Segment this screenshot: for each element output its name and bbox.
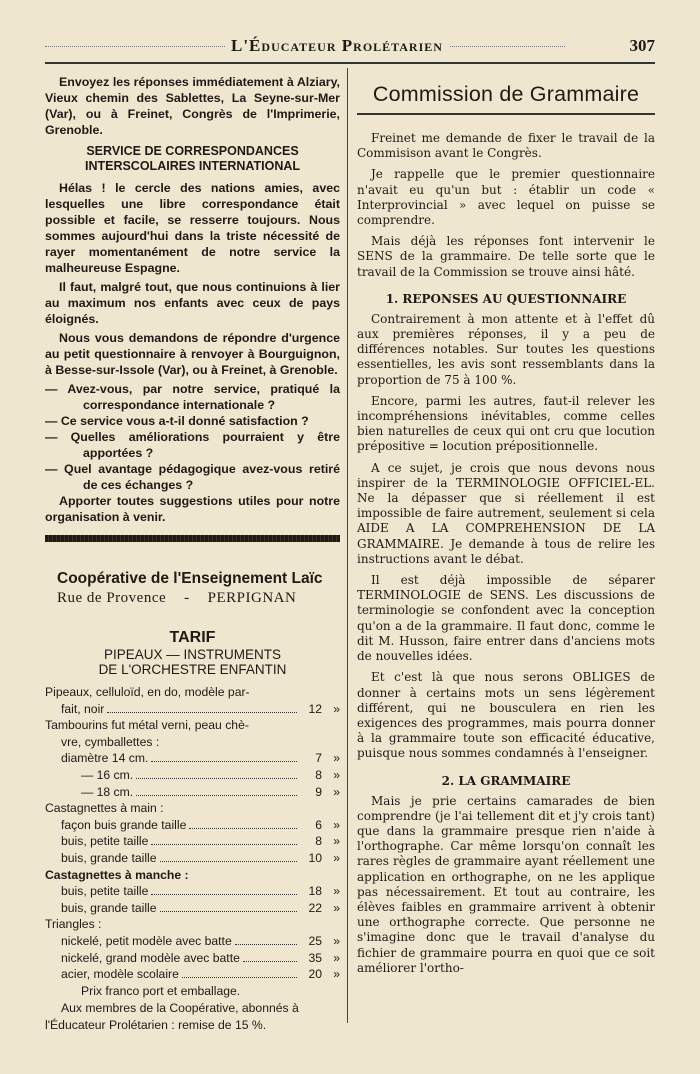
coop-street: Rue de Provence <box>57 590 167 606</box>
tarif-unit: » <box>333 950 340 965</box>
tarif-row <box>45 884 340 901</box>
section-separator-bar <box>45 535 340 542</box>
header-rule <box>45 62 655 64</box>
article-paragraph: Je rappelle que le premier questionnaire n'avait eu qu'un but : établir un code « Interprovincial » avec lequel on puisse se comprendre. <box>357 167 655 228</box>
tarif-label: façon buis grande taille <box>61 817 187 832</box>
tarif-row <box>45 851 340 868</box>
tarif-label: buis, petite taille <box>61 834 149 849</box>
question-item: — Avez-vous, par notre service, pratiqué la correspondance internationale ? <box>45 382 340 412</box>
tarif-label: vre, cymballettes : <box>61 734 160 749</box>
page-number: 307 <box>629 36 655 55</box>
tarif-label: Castagnettes à main : <box>45 801 164 816</box>
tarif-subtitle-2: DE L'ORCHESTRE ENFANTIN <box>98 662 287 677</box>
tarif-row <box>45 834 340 851</box>
tarif-row <box>45 785 340 802</box>
question-item: — Quelles améliorations pourraient y être apportées ? <box>45 430 340 460</box>
tarif-row <box>45 751 340 768</box>
tarif-row <box>45 934 340 951</box>
coop-city: PERPIGNAN <box>207 590 297 606</box>
column-divider <box>347 68 348 1023</box>
tarif-label: buis, grande taille <box>61 850 157 865</box>
tarif-row <box>45 735 340 752</box>
coop-separator: - <box>184 590 190 606</box>
tarif-price: 9 <box>315 784 322 799</box>
tarif-label: buis, petite taille <box>61 884 149 899</box>
tarif-unit: » <box>333 701 340 716</box>
tarif-price: 6 <box>315 817 322 832</box>
article-paragraph: Il est déjà impossible de séparer TERMINOLOGIE de SENS. Les discussions de terminologie se confondent avec la conception qu'on a de la grammaire. Il faut donc, comme le dit M. Husson, faire entrer dans d'anciens mots de nouvelles idées. <box>357 573 655 664</box>
tarif-row <box>45 984 340 1001</box>
article-paragraph: Mais je prie certains camarades de bien comprendre (je l'ai tellement dit et j'y crois tant) que dans la grammaire presque rien n'aide à l'orthographe. Car même lorsqu'on connaît les rares règles de grammaire ayant réellement une application en orthographe, on ne les applique pas nécessairement. Et tout au contraire, les élèves faibles en grammaire arrivent à obtenir une orthographe correcte. Que personne ne s'imagine donc que le travail d'analyse du fichier de grammaire pourra en quoi que ce soit améliorer l'ortho- <box>357 793 655 975</box>
tarif-price: 35 <box>308 950 322 965</box>
tarif-price: 12 <box>308 701 322 716</box>
tarif-label: nickelé, petit modèle avec batte <box>61 933 232 948</box>
tarif-row <box>45 901 340 918</box>
tarif-price: 10 <box>308 850 322 865</box>
article-title: Commission de Grammaire <box>372 82 640 106</box>
tarif-row <box>45 967 340 984</box>
tarif-title: TARIF <box>169 629 216 646</box>
article-paragraph: Et c'est là que nous serons OBLIGES de donner à certains mots un sens légèrement différent, qui ne bousculera en rien les exigences des programmes, mais pourra donner à la grammaire toute son efficacité éducative, puisque nous sommes condamnés à l'enseigner. <box>357 670 655 761</box>
remise-note: Aux membres de la Coopérative, abonnés à l'Éducateur Prolétarien : remise de 15 %. <box>45 1001 299 1032</box>
tarif-unit: » <box>333 967 340 982</box>
tarif-price: 18 <box>308 884 322 899</box>
article-paragraph: A ce sujet, je crois que nous devons nous inspirer de la TERMINOLOGIE OFFICIEL-EL. Ne la dépasser que si réellement il est impossible de faire autrement, seulement si cela AIDE A LA COMPREHENSION DE LA GRAMMAIRE. Je demande à tous de relire les instructions avant le débat. <box>357 460 655 566</box>
intro-paragraph: Envoyez les réponses immédiatement à Alziary, Vieux chemin des Sablettes, La Seyne-sur-Mer (Var), ou à Freinet, Congrès de l'Imprimerie, Grenoble. <box>45 75 340 137</box>
tarif-label: Pipeaux, celluloïd, en do, modèle par- <box>45 685 250 699</box>
tarif-row <box>45 917 340 934</box>
service-paragraph-2: Il faut, malgré tout, que nous continuions à lier au maximum nos enfants avec ceux de pays éloignés. <box>45 280 340 326</box>
tarif-list <box>45 685 340 1033</box>
service-paragraph-1: Hélas ! le cercle des nations amies, avec lesquelles une libre correspondance était possible et facile, se resserre toujours. Nous sommes aujourd'hui dans la triste nécessité de rayer momentanément de notre service la malheureuse Espagne. <box>45 181 340 275</box>
title-rule <box>357 113 655 115</box>
tarif-row <box>45 868 340 885</box>
tarif-label: diamètre 14 cm. <box>61 751 149 766</box>
tarif-label: Tambourins fut métal verni, peau chè- <box>45 718 249 733</box>
section-heading-1: 1. REPONSES AU QUESTIONNAIRE <box>385 291 627 306</box>
coop-address <box>57 590 340 607</box>
tarif-unit: » <box>333 751 340 766</box>
article-paragraph: Encore, parmi les autres, faut-il relever les incompréhensions inévitables, comme celles bien naturelles de ceux qui ont cru que locution prépositive = locution prépositionnelle. <box>357 393 655 454</box>
tarif-label: acier, modèle scolaire <box>61 967 179 982</box>
tarif-unit: » <box>333 933 340 948</box>
section-heading-2: 2. LA GRAMMAIRE <box>441 773 571 788</box>
tarif-price: 25 <box>308 933 322 948</box>
journal-title: L'Éducateur Prolétarien <box>225 36 449 56</box>
service-paragraph-3: Nous vous demandons de répondre d'urgence au petit questionnaire à renvoyer à Bourguignon, à Besse-sur-Issole (Var), ou à Freinet, à Grenoble. <box>45 331 340 377</box>
question-item: — Ce service vous a-t-il donné satisfaction ? <box>45 414 309 428</box>
tarif-unit: » <box>333 834 340 849</box>
left-column <box>45 74 340 1033</box>
article-paragraph: Mais déjà les réponses font intervenir le SENS de la grammaire. De telle sorte que le travail de la Commission se trouve ainsi hâté. <box>357 234 655 279</box>
tarif-row <box>45 768 340 785</box>
tarif-label: buis, grande taille <box>61 900 157 915</box>
coop-title: Coopérative de l'Enseignement Laïc <box>57 570 323 587</box>
tarif-unit: » <box>333 767 340 782</box>
article-paragraph: Freinet me demande de fixer le travail de la Commisison avant le Congrès. <box>357 131 655 161</box>
tarif-subtitle-1: PIPEAUX — INSTRUMENTS <box>103 647 282 662</box>
franco-note: Prix franco port et emballage. <box>81 983 241 998</box>
tarif-label: fait, noir <box>61 701 105 716</box>
tarif-label: — 16 cm. <box>81 767 134 782</box>
tarif-row <box>45 718 340 735</box>
tarif-label: Castagnettes à manche : <box>45 867 189 882</box>
tarif-label: Triangles : <box>45 917 102 932</box>
tarif-row <box>45 818 340 835</box>
tarif-price: 8 <box>315 834 322 849</box>
tarif-row <box>45 685 340 702</box>
question-item: — Quel avantage pédagogique avez-vous retiré de ces échanges ? <box>45 462 340 492</box>
tarif-price: 7 <box>315 751 322 766</box>
tarif-row <box>45 801 340 818</box>
tarif-unit: » <box>333 884 340 899</box>
tarif-price: 8 <box>315 767 322 782</box>
tarif-label: — 18 cm. <box>81 784 134 799</box>
tarif-price: 20 <box>308 967 322 982</box>
tarif-row <box>45 951 340 968</box>
closing-paragraph: Apporter toutes suggestions utiles pour notre organisation à venir. <box>45 494 340 524</box>
right-column <box>357 74 655 982</box>
running-header <box>45 30 655 60</box>
tarif-unit: » <box>333 784 340 799</box>
tarif-unit: » <box>333 900 340 915</box>
tarif-row <box>45 702 340 719</box>
tarif-price: 22 <box>308 900 322 915</box>
tarif-label: nickelé, grand modèle avec batte <box>61 950 240 965</box>
service-heading: SERVICE DE CORRESPONDANCES INTERSCOLAIRES INTERNATIONAL <box>84 144 301 173</box>
tarif-unit: » <box>333 817 340 832</box>
tarif-unit: » <box>333 850 340 865</box>
article-paragraph: Contrairement à mon attente et à l'effet dû aux premières réponses, il y a peu de différences notables. Sur toutes les questions essentielles, les avis sont ressemblants dans la proportion de 75 à 100 %. <box>357 311 655 387</box>
